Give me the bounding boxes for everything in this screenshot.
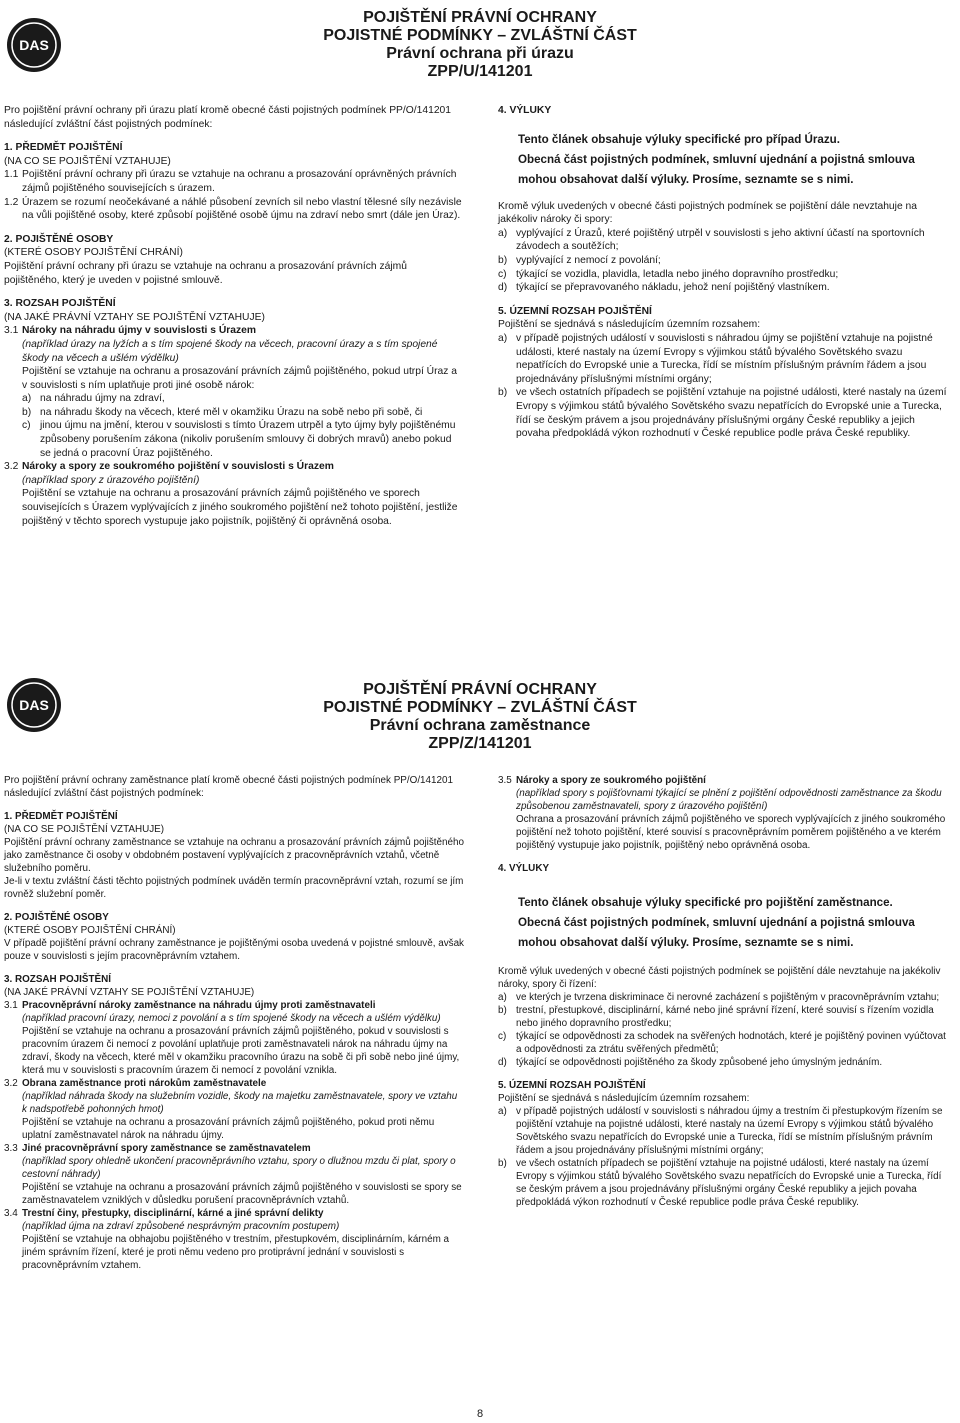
clause: 3.4 Trestní činy, přestupky, disciplinární, kárné a jiné správní delikty (například újma na zdraví způsobené nesprávným pracovním postupem) Pojištění se vztahuje na obhajobu pojištěného v trestním, přestupkovém, disciplinárním, kárném a jiném správním řízení, které je proti němu vedeno pro protiprávní jednání v souvislosti s pracovněprávním vztahem. — [4, 1208, 450, 1271]
clause: 3.2 Nároky a spory ze soukromého pojištění v souvislosti s Úrazem (například spory z úrazového pojištění) Pojištění se vztahuje na ochranu a prosazování právních zájmů pojištěného ve sporech souvisejících s Úrazem vyplývajících z jiného soukromého pojištění než tohoto pojištění, jestliže pojištěný v těchto sporech vystupuje jako pojistník, pojištěný či oprávněná osoba. — [4, 461, 458, 527]
exclusions-notice: Tento článek obsahuje výluky specifické pro případ Úrazu. Obecná část pojistných podmínek, smluvní ujednání a pojistná smlouva mohou obsahovat další výluky. Prosíme, seznamte se s nimi. — [518, 132, 915, 186]
section-heading: 4. VÝLUKY — [498, 105, 552, 116]
svg-text:DAS: DAS — [19, 697, 49, 713]
clause: 3.1 Pracovněprávní nároky zaměstnance na náhradu újmy proti zaměstnavateli (například pracovní úrazy, nemoci z povolání a s tím spojené škody na věcech a ušlém výdělku) Pojištění se vztahuje na ochranu a prosazování právních zájmů pojištěného, pokud v souvislosti s pracovním úrazem či nemocí z povolání uplatňuje proti zaměstnavateli nárok na náhradu újmy na zdraví, škody na věcech, které měl v okamžiku pracovního úrazu na sobě či při sobě nebo jiné újmy, která mu v souvislosti s pracovním úrazem či nemocí z povolání vznikla. — [4, 1000, 460, 1076]
clause: 3.2 Obrana zaměstnance proti nárokům zaměstnavatele (například náhrada škody na služebním vozidle, škody na majetku zaměstnavatele, spory ve vztahu k nadspotřebě pohonných hmot) Pojištění se vztahuje na ochranu a prosazování právních zájmů pojištěného, pokud proti němu uplatní zaměstnavatel nárok na náhradu újmy. — [4, 1078, 458, 1141]
section-heading: 1. PŘEDMĚT POJIŠTĚNÍ — [4, 811, 118, 822]
clause: 1.1 Pojištění právní ochrany při úrazu se vztahuje na ochranu a prosazování oprávněných právních zájmů pojištěného souvisejících s úrazem. — [4, 169, 457, 194]
list-item: c) týkající se odpovědnosti za schodek na svěřených hodnotách, které je pojištěný povinen vyúčtovat a odpovědnosti za ztrátu svěřených předmětů; — [498, 1031, 946, 1055]
clause: 1.2 Úrazem se rozumí neočekávané a náhlé působení zevních sil nebo vlastní tělesné síly nezávisle na vůli pojištěné osoby, které způsobí pojištěné osobě újmu na zdraví nebo smrt (dále jen Úraz). — [4, 196, 462, 222]
paragraph: Pojištění právní ochrany při úrazu se vztahuje na ochranu a prosazování právních zájmů pojištěného, který je uveden v pojistné smlouvě. — [4, 260, 407, 286]
list-item: b) trestní, přestupkové, disciplinární, kárné nebo jiné správní řízení, které souvisí s řízením vozidla nebo jiného dopravního prostředku; — [498, 1005, 934, 1029]
svg-text:DAS: DAS — [19, 37, 49, 53]
section-subheading: (NA JAKÉ PRÁVNÍ VZTAHY SE POJIŠTĚNÍ VZTAHUJE) — [4, 311, 265, 323]
list-item: b) vyplývající z nemocí z povolání; — [498, 254, 661, 266]
list-item: d) týkající se přepravovaného nákladu, jehož není pojištěný vlastníkem. — [498, 282, 830, 294]
intro: Pro pojištění právní ochrany zaměstnance platí kromě obecné části pojistných podmínek PP/O/141201 následující zvláštní část pojistných podmínek: — [4, 775, 454, 799]
page-number: 8 — [476, 1408, 484, 1420]
section-heading: 2. POJIŠTĚNÉ OSOBY — [4, 912, 109, 923]
section-subheading: (NA CO SE POJIŠTĚNÍ VZTAHUJE) — [4, 824, 165, 835]
paragraph: Kromě výluk uvedených v obecné části pojistných podmínek se pojištění dále nevztahuje na jakékoliv nároky, spory či řízení: — [498, 966, 941, 990]
list-item: a) v případě pojistných událostí v souvislosti s náhradou újmy a trestním či přestupkovým řízením se pojištění vztahuje na pojistné události, které nastaly na území Evropy s výjimkou států bývalého Sovětského svazu nepatřících do Evropské unie a Turecka, řídí se místním příslušným právním řádem a jsou projednávány příslušnými místními orgány; — [498, 1106, 943, 1156]
section-subheading: (NA JAKÉ PRÁVNÍ VZTAHY SE POJIŠTĚNÍ VZTAHUJE) — [4, 987, 255, 998]
paragraph: Kromě výluk uvedených v obecné části pojistných podmínek se pojištění dále nevztahuje na jakékoliv nároky či spory: — [498, 200, 917, 226]
section-heading: 3. ROZSAH POJIŠTĚNÍ — [4, 974, 112, 985]
section-subheading: (KTERÉ OSOBY POJIŠTĚNÍ CHRÁNÍ) — [4, 925, 176, 936]
doc2-left-column — [4, 774, 464, 1272]
clause: 3.3 Jiné pracovněprávní spory zaměstnance se zaměstnavatelem (například spory ohledně ukončení pracovněprávního vztahu, spory o dlužnou mzdu či plat, spory o cestovní náhrady) Pojištění se vztahuje na ochranu a prosazování právních zájmů pojištěného v souvislosti se spory se zaměstnavatelem vzniklých v důsledku porušení pracovněprávních vztahů. — [4, 1143, 462, 1206]
doc1-right-column — [498, 104, 948, 441]
section-heading: 3. ROZSAH POJIŠTĚNÍ — [4, 298, 116, 310]
doc2-title: POJIŠTĚNÍ PRÁVNÍ OCHRANY POJISTNÉ PODMÍNKY – ZVLÁŠTNÍ ČÁST Právní ochrana zaměstnance ZPP/Z/141201 — [323, 681, 637, 752]
list-item: b) ve všech ostatních případech se pojištění vztahuje na pojistné události, které nastaly na území Evropy s výjimkou států bývalého Sovětského svazu nepatřících do Evropské unie a Turecka, řídí se českým právem a jsou projednávány příslušnými orgány České republiky a jejich povaha předpokládá výkon rozhodnutí v České republice podle práva České republiky. — [498, 387, 947, 440]
clause: 3.5 Nároky a spory ze soukromého pojištění (například spory s pojišťovnami týkající se plnění z pojištění odpovědnosti zaměstnance za škodu způsobenou zaměstnavateli, spory z úrazového pojištění) Ochrana a prosazování právních zájmů pojištěného ve sporech vyplývajících z jiného soukromého pojištění než tohoto pojištění, které souvisí s pracovněprávním poměrem pojištěného a ve kterém pojištěný vystupuje jako pojistník, pojištěný nebo oprávněná osoba. — [498, 775, 946, 851]
section-subheading: (KTERÉ OSOBY POJIŠTĚNÍ CHRÁNÍ) — [4, 247, 183, 259]
clause: 3.1 Nároky na náhradu újmy v souvislosti s Úrazem (například úrazy na lyžích a s tím spojené škody na věcech, pracovní úrazy a s tím spojené škody na věcech a ušlém výdělku) Pojištění se vztahuje na ochranu a prosazování právních zájmů pojištěného, pokud utrpí Úraz a v souvislosti s ním uplatňuje proti jiné osobě nárok: a) na náhradu újmy na zdraví, b) na náhradu škody na věcech, které měl v okamžiku Úrazu na sobě nebo při sobě, či c) jinou újmu na jmění, kterou v souvislosti s tímto Úrazem utrpěl a tyto újmy byly pojištěnému způsobeny porušením zákona (nikoliv porušením smlouvy či dobrých mravů) anebo pokud se jedná o pracovní Úraz pojištěného. — [4, 325, 458, 459]
section-heading: 2. POJIŠTĚNÉ OSOBY — [4, 233, 114, 245]
section-subheading: (NA CO SE POJIŠTĚNÍ VZTAHUJE) — [4, 155, 171, 167]
doc1-left-column — [4, 104, 464, 528]
section-heading: 5. ÚZEMNÍ ROZSAH POJIŠTĚNÍ — [498, 1080, 646, 1091]
exclusions-notice: Tento článek obsahuje výluky specifické pro pojištění zaměstnance. Obecná část pojistných podmínek, smluvní ujednání a pojistná smlouva mohou obsahovat další výluky. Prosíme, seznamte se s nimi. — [518, 896, 915, 949]
doc1-title: POJIŠTĚNÍ PRÁVNÍ OCHRANY POJISTNÉ PODMÍNKY – ZVLÁŠTNÍ ČÁST Právní ochrana při úrazu ZPP/U/141201 — [323, 9, 637, 80]
paragraph: Pojištění právní ochrany zaměstnance se vztahuje na ochranu a prosazování právních zájmů pojištěného jako zaměstnance či osoby v obdobném postavení vyplývajících z pracovněprávních vztahů, včetně služebního poměru. — [4, 837, 465, 874]
section-heading: 1. PŘEDMĚT POJIŠTĚNÍ — [4, 142, 123, 154]
intro: Pro pojištění právní ochrany při úrazu platí kromě obecné části pojistných podmínek PP/O/141201 následující zvláštní část pojistných podmínek: — [4, 105, 452, 130]
list-item: a) v případě pojistných událostí v souvislosti s náhradou újmy se pojištění vztahuje na pojistné události, které nastaly na území Evropy s výjimkou států bývalého Sovětského svazu nepatřících do Evropské unie a Turecka, řídí se místním příslušným právním řádem a jsou projednávány příslušnými místními orgány; — [498, 332, 933, 385]
section-heading: 4. VÝLUKY — [498, 863, 550, 874]
paragraph: Je-li v textu zvláštní části těchto pojistných podmínek uváděn termín pracovněprávní vztah, rozumí se jím rovněž služební poměr. — [4, 876, 464, 900]
list-item: d) týkající se odpovědnosti pojištěného za škody způsobené jeho úmyslným jednáním. — [498, 1057, 883, 1068]
list-item: b) ve všech ostatních případech se pojištění vztahuje na pojistné události, které nastaly na území Evropy s výjimkou států bývalého Sovětského svazu nepatřících do Evropské unie a Turecka, řídí se českým právem a jsou projednávány příslušnými orgány České republiky a jejich povaha předpokládá výkon rozhodnutí v České republice podle práva České republiky. — [498, 1158, 942, 1208]
list-item: a) vyplývající z Úrazů, které pojištěný utrpěl v souvislosti s jeho aktivní účastí na sportovních závodech a soutěžích; — [498, 227, 925, 253]
paragraph: V případě pojištění právní ochrany zaměstnance je pojištěnými osoba uvedená v pojistné smlouvě, avšak pouze v souvislosti s jejím pracovněprávním vztahem. — [4, 938, 464, 962]
section-heading: 5. ÚZEMNÍ ROZSAH POJIŠTĚNÍ — [498, 305, 652, 317]
list-item: a) ve kterých je tvrzena diskriminace či nerovné zacházení s pojištěným v pracovněprávním vztahu; — [498, 992, 940, 1003]
paragraph: Pojištění se sjednává s následujícím územním rozsahem: — [498, 319, 761, 331]
doc2-right-column — [498, 774, 950, 1209]
list-item: c) týkající se vozidla, plavidla, letadla nebo jiného dopravního prostředku; — [498, 268, 839, 280]
paragraph: Pojištění se sjednává s následujícím územním rozsahem: — [498, 1093, 750, 1104]
